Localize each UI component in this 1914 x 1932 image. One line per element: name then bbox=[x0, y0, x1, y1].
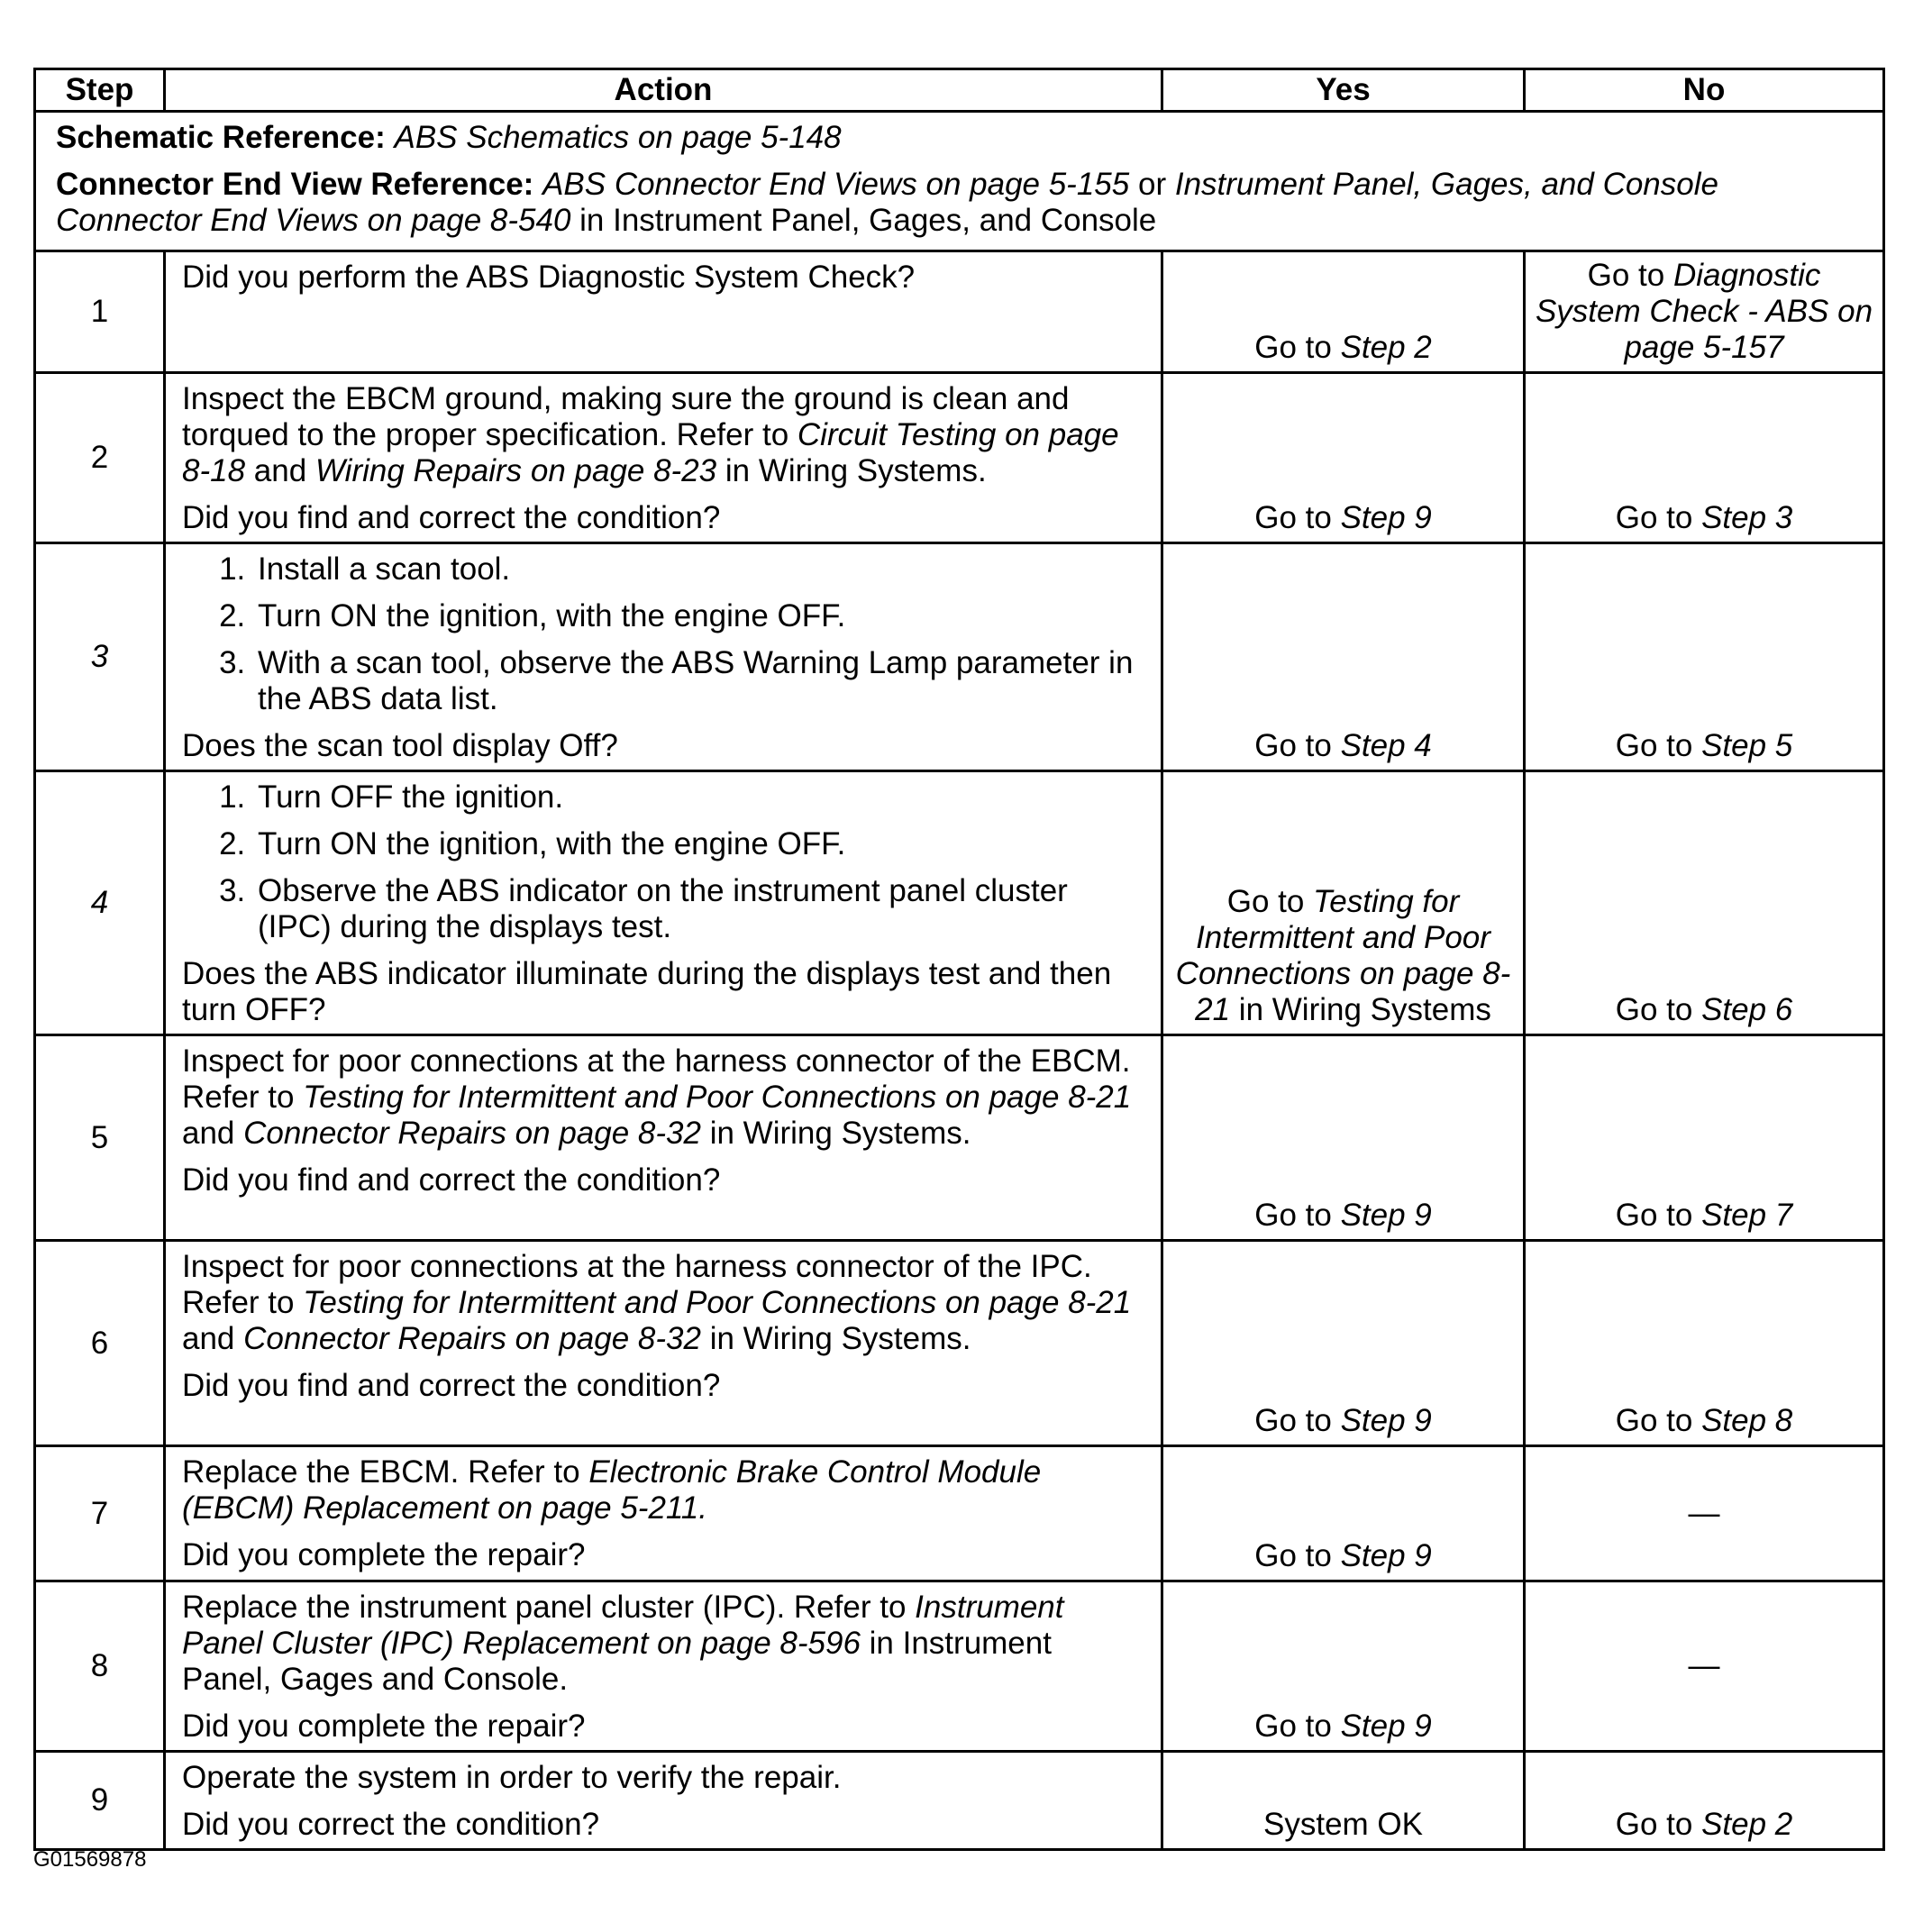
yes-cell bbox=[1162, 771, 1525, 1035]
yes-prefix: Go to bbox=[1254, 500, 1332, 535]
no-link[interactable]: Step 5 bbox=[1701, 728, 1793, 763]
connector-reference-label: Connector End View Reference: bbox=[56, 167, 534, 202]
yes-prefix: Go to bbox=[1226, 884, 1305, 919]
table-row bbox=[35, 251, 1884, 373]
yes-cell bbox=[1162, 543, 1525, 771]
action-cell bbox=[165, 1752, 1162, 1850]
no-link[interactable]: Step 7 bbox=[1701, 1198, 1793, 1233]
figure-id: G01569878 bbox=[33, 1847, 147, 1872]
no-prefix: Go to bbox=[1615, 992, 1693, 1027]
no-cell bbox=[1525, 251, 1884, 373]
header-no: No bbox=[1525, 69, 1884, 112]
action-link[interactable]: Testing for Intermittent and Poor Connections on page 8-21 bbox=[303, 1080, 1132, 1115]
action-question: Did you complete the repair? bbox=[182, 1537, 586, 1572]
list-item: 1. Install a scan tool. bbox=[254, 551, 1148, 588]
yes-prefix: Go to bbox=[1254, 728, 1332, 763]
yes-cell bbox=[1162, 251, 1525, 373]
list-item: 3. With a scan tool, observe the ABS Warning Lamp parameter in the ABS data list. bbox=[254, 645, 1148, 717]
action-instruction bbox=[182, 381, 1148, 489]
header-step: Step bbox=[35, 69, 165, 112]
yes-link[interactable]: Step 9 bbox=[1340, 1538, 1432, 1573]
no-cell bbox=[1525, 771, 1884, 1035]
list-item: 2. Turn ON the ignition, with the engine OFF. bbox=[254, 598, 1148, 634]
schematic-reference bbox=[56, 120, 1866, 156]
no-cell bbox=[1525, 1241, 1884, 1446]
no-link[interactable]: Diagnostic System Check - ABS on page 5-157 bbox=[1535, 258, 1873, 365]
list-item: 1. Turn OFF the ignition. bbox=[254, 779, 1148, 816]
action-question: Does the scan tool display Off? bbox=[182, 728, 618, 763]
table-row bbox=[35, 1241, 1884, 1446]
yes-cell: System OK bbox=[1162, 1752, 1525, 1850]
action-text: Inspect the EBCM ground, making sure the ground is clean and torqued to the proper specification. Refer to bbox=[182, 381, 1070, 452]
action-text: Replace the EBCM. Refer to bbox=[182, 1454, 580, 1490]
no-link[interactable]: Step 6 bbox=[1701, 992, 1793, 1027]
no-prefix: Go to bbox=[1615, 1403, 1693, 1438]
action-question: Did you perform the ABS Diagnostic System Check? bbox=[182, 260, 916, 295]
no-cell bbox=[1525, 1035, 1884, 1241]
list-item: 2. Turn ON the ignition, with the engine OFF. bbox=[254, 826, 1148, 862]
action-question: Did you find and correct the condition? bbox=[182, 500, 721, 535]
yes-cell bbox=[1162, 1446, 1525, 1581]
no-cell bbox=[1525, 1752, 1884, 1850]
yes-suffix: in Wiring Systems bbox=[1238, 992, 1491, 1027]
yes-cell bbox=[1162, 1035, 1525, 1241]
table-row bbox=[35, 771, 1884, 1035]
connector-reference-link-1[interactable]: ABS Connector End Views on page 5-155 bbox=[542, 167, 1130, 202]
step-number: 5 bbox=[35, 1035, 165, 1241]
step-number: 7 bbox=[35, 1446, 165, 1581]
no-link[interactable]: Step 2 bbox=[1701, 1807, 1793, 1842]
yes-link[interactable]: Step 9 bbox=[1340, 1198, 1432, 1233]
table-row bbox=[35, 373, 1884, 543]
action-text: and bbox=[182, 1321, 235, 1356]
action-link[interactable]: Connector Repairs on page 8-32 bbox=[243, 1116, 701, 1151]
reference-row bbox=[35, 112, 1884, 251]
no-prefix: Go to bbox=[1615, 728, 1693, 763]
connector-reference-or: or bbox=[1137, 167, 1167, 202]
schematic-reference-label: Schematic Reference: bbox=[56, 120, 386, 155]
action-cell bbox=[165, 373, 1162, 543]
action-instruction bbox=[182, 1043, 1148, 1152]
action-cell bbox=[165, 543, 1162, 771]
yes-prefix: Go to bbox=[1254, 330, 1332, 365]
action-question: Did you correct the condition? bbox=[182, 1807, 600, 1842]
action-cell bbox=[165, 1241, 1162, 1446]
step-number: 2 bbox=[35, 373, 165, 543]
no-link[interactable]: Step 3 bbox=[1701, 500, 1793, 535]
action-link[interactable]: Electronic Brake Control Module (EBCM) Replacement on page 5-211. bbox=[182, 1454, 1042, 1526]
action-question: Did you find and correct the condition? bbox=[182, 1162, 721, 1198]
no-prefix: Go to bbox=[1615, 1198, 1693, 1233]
no-cell bbox=[1525, 543, 1884, 771]
step-number: 4 bbox=[35, 771, 165, 1035]
action-link[interactable]: Circuit Testing on page 8-18 bbox=[182, 417, 1119, 488]
action-text: in Instrument Panel, Gages and Console. bbox=[182, 1626, 1052, 1697]
yes-link[interactable]: Testing for Intermittent and Poor Connections on page 8-21 bbox=[1175, 884, 1511, 1027]
reference-cell bbox=[35, 112, 1884, 251]
step-number: 8 bbox=[35, 1581, 165, 1752]
table-row bbox=[35, 1446, 1884, 1581]
yes-prefix: Go to bbox=[1254, 1538, 1332, 1573]
action-instruction bbox=[182, 1590, 1148, 1698]
list-item: 3. Observe the ABS indicator on the instrument panel cluster (IPC) during the displays test. bbox=[254, 873, 1148, 945]
action-text: and bbox=[182, 1116, 235, 1151]
action-instruction bbox=[182, 1249, 1148, 1357]
action-link[interactable]: Instrument Panel Cluster (IPC) Replacement on page 8-596 bbox=[182, 1590, 1064, 1661]
yes-link[interactable]: Step 2 bbox=[1340, 330, 1432, 365]
action-link[interactable]: Wiring Repairs on page 8-23 bbox=[314, 453, 717, 488]
header-row bbox=[35, 69, 1884, 112]
action-cell bbox=[165, 1035, 1162, 1241]
header-yes: Yes bbox=[1162, 69, 1525, 112]
action-cell bbox=[165, 771, 1162, 1035]
no-cell bbox=[1525, 373, 1884, 543]
connector-reference-link-2[interactable]: Instrument Panel, Gages, and Console Connector End Views on page 8-540 bbox=[56, 167, 1718, 238]
connector-reference-tail: in Instrument Panel, Gages, and Console bbox=[579, 203, 1157, 238]
action-text: in Wiring Systems. bbox=[725, 453, 987, 488]
no-link[interactable]: Step 8 bbox=[1701, 1403, 1793, 1438]
action-text: in Wiring Systems. bbox=[709, 1116, 971, 1151]
step-number: 3 bbox=[35, 543, 165, 771]
yes-cell bbox=[1162, 1581, 1525, 1752]
action-question: Did you find and correct the condition? bbox=[182, 1368, 721, 1403]
action-text: in Wiring Systems. bbox=[709, 1321, 971, 1356]
yes-cell bbox=[1162, 1241, 1525, 1446]
no-prefix: Go to bbox=[1615, 500, 1693, 535]
yes-cell bbox=[1162, 373, 1525, 543]
action-cell bbox=[165, 1446, 1162, 1581]
action-text: Replace the instrument panel cluster (IPC). Refer to bbox=[182, 1590, 907, 1625]
step-number: 6 bbox=[35, 1241, 165, 1446]
table-row bbox=[35, 543, 1884, 771]
yes-link[interactable]: Step 4 bbox=[1340, 728, 1432, 763]
yes-link[interactable]: Step 9 bbox=[1340, 1403, 1432, 1438]
table-row bbox=[35, 1035, 1884, 1241]
action-text: and bbox=[253, 453, 307, 488]
action-text: Inspect for poor connections at the harness connector of the EBCM. Refer to bbox=[182, 1043, 1131, 1115]
header-action: Action bbox=[165, 69, 1162, 112]
action-text: Inspect for poor connections at the harness connector of the IPC. Refer to bbox=[182, 1249, 1092, 1320]
action-cell bbox=[165, 1581, 1162, 1752]
no-cell: — bbox=[1525, 1581, 1884, 1752]
step-number: 9 bbox=[35, 1752, 165, 1850]
diagnostic-table bbox=[33, 68, 1885, 1851]
step-number: 1 bbox=[35, 251, 165, 373]
action-instruction bbox=[182, 1454, 1148, 1526]
action-list bbox=[182, 551, 1148, 717]
action-question: Does the ABS indicator illuminate during the displays test and then turn OFF? bbox=[182, 956, 1112, 1027]
action-link[interactable]: Testing for Intermittent and Poor Connections on page 8-21 bbox=[303, 1285, 1132, 1320]
yes-prefix: Go to bbox=[1254, 1403, 1332, 1438]
yes-prefix: Go to bbox=[1254, 1198, 1332, 1233]
action-instruction: Operate the system in order to verify the repair. bbox=[182, 1760, 842, 1795]
action-cell bbox=[165, 251, 1162, 373]
schematic-reference-link[interactable]: ABS Schematics on page 5-148 bbox=[394, 120, 842, 155]
action-question: Did you complete the repair? bbox=[182, 1709, 586, 1744]
yes-prefix: Go to bbox=[1254, 1709, 1332, 1744]
action-link[interactable]: Connector Repairs on page 8-32 bbox=[243, 1321, 701, 1356]
table-row bbox=[35, 1581, 1884, 1752]
connector-reference bbox=[56, 167, 1866, 239]
table-row bbox=[35, 1752, 1884, 1850]
yes-link[interactable]: Step 9 bbox=[1340, 500, 1432, 535]
no-prefix: Go to bbox=[1587, 258, 1665, 293]
no-prefix: Go to bbox=[1615, 1807, 1693, 1842]
yes-link[interactable]: Step 9 bbox=[1340, 1709, 1432, 1744]
action-list bbox=[182, 779, 1148, 945]
no-cell: — bbox=[1525, 1446, 1884, 1581]
